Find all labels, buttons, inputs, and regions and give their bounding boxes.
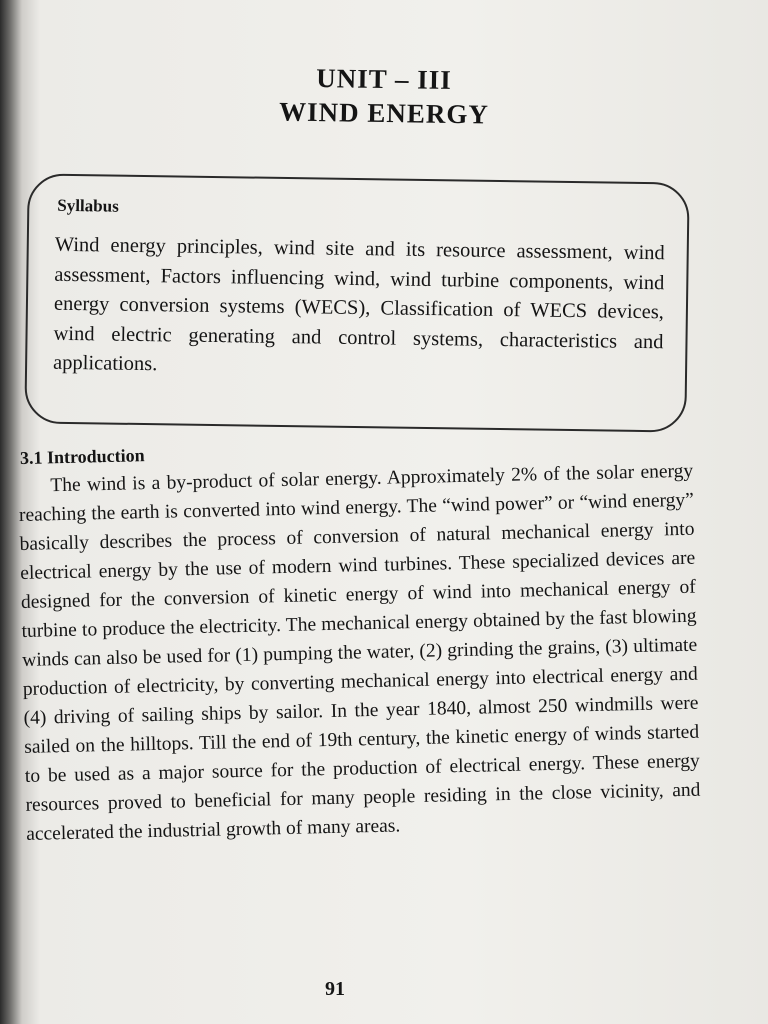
syllabus-heading: Syllabus	[57, 195, 119, 216]
unit-title: WIND ENERGY	[278, 96, 490, 130]
introduction-paragraph: The wind is a by-product of solar energy. Approximately 2% of the solar energy reaching the earth is converted into wind energy. The “wind power” or “wind energy” basically describes the process of conversion of natural mechanical energy into electrical energy by the use of modern wind turbines. These specialized devices are designed for the conversion of kinetic energy of wind into mechanical energy of turbine to produce the electricity. The mechanical energy obtained by the fast blowing winds can also be used for (1) pumping the water, (2) grinding the grains, (3) ultimate production of electricity, by converting mechanical energy into electrical energy and (4) driving of sailing ships by sailor. In the year 1840, almost 250 windmills were sailed on the hilltops. Till the end of 19th century, the kinetic energy of winds started to be used as a major source for the production of electrical energy. These energy resources proved to beneficial for many people residing in the close vicinity, and accelerated the industrial growth of many areas.	[18, 460, 701, 845]
page-number: 91	[325, 978, 345, 1000]
syllabus-text: Wind energy principles, wind site and its resource assessment, wind assessment, Factors influencing wind, wind turbine components, wind energy conversion systems (WECS), Classification of WECS devices, wind electric generating and control systems, characteristics and applications.	[52, 233, 665, 376]
unit-label: UNIT – III	[316, 63, 452, 95]
section-heading: 3.1 Introduction	[19, 445, 145, 468]
syllabus-box	[24, 173, 689, 432]
